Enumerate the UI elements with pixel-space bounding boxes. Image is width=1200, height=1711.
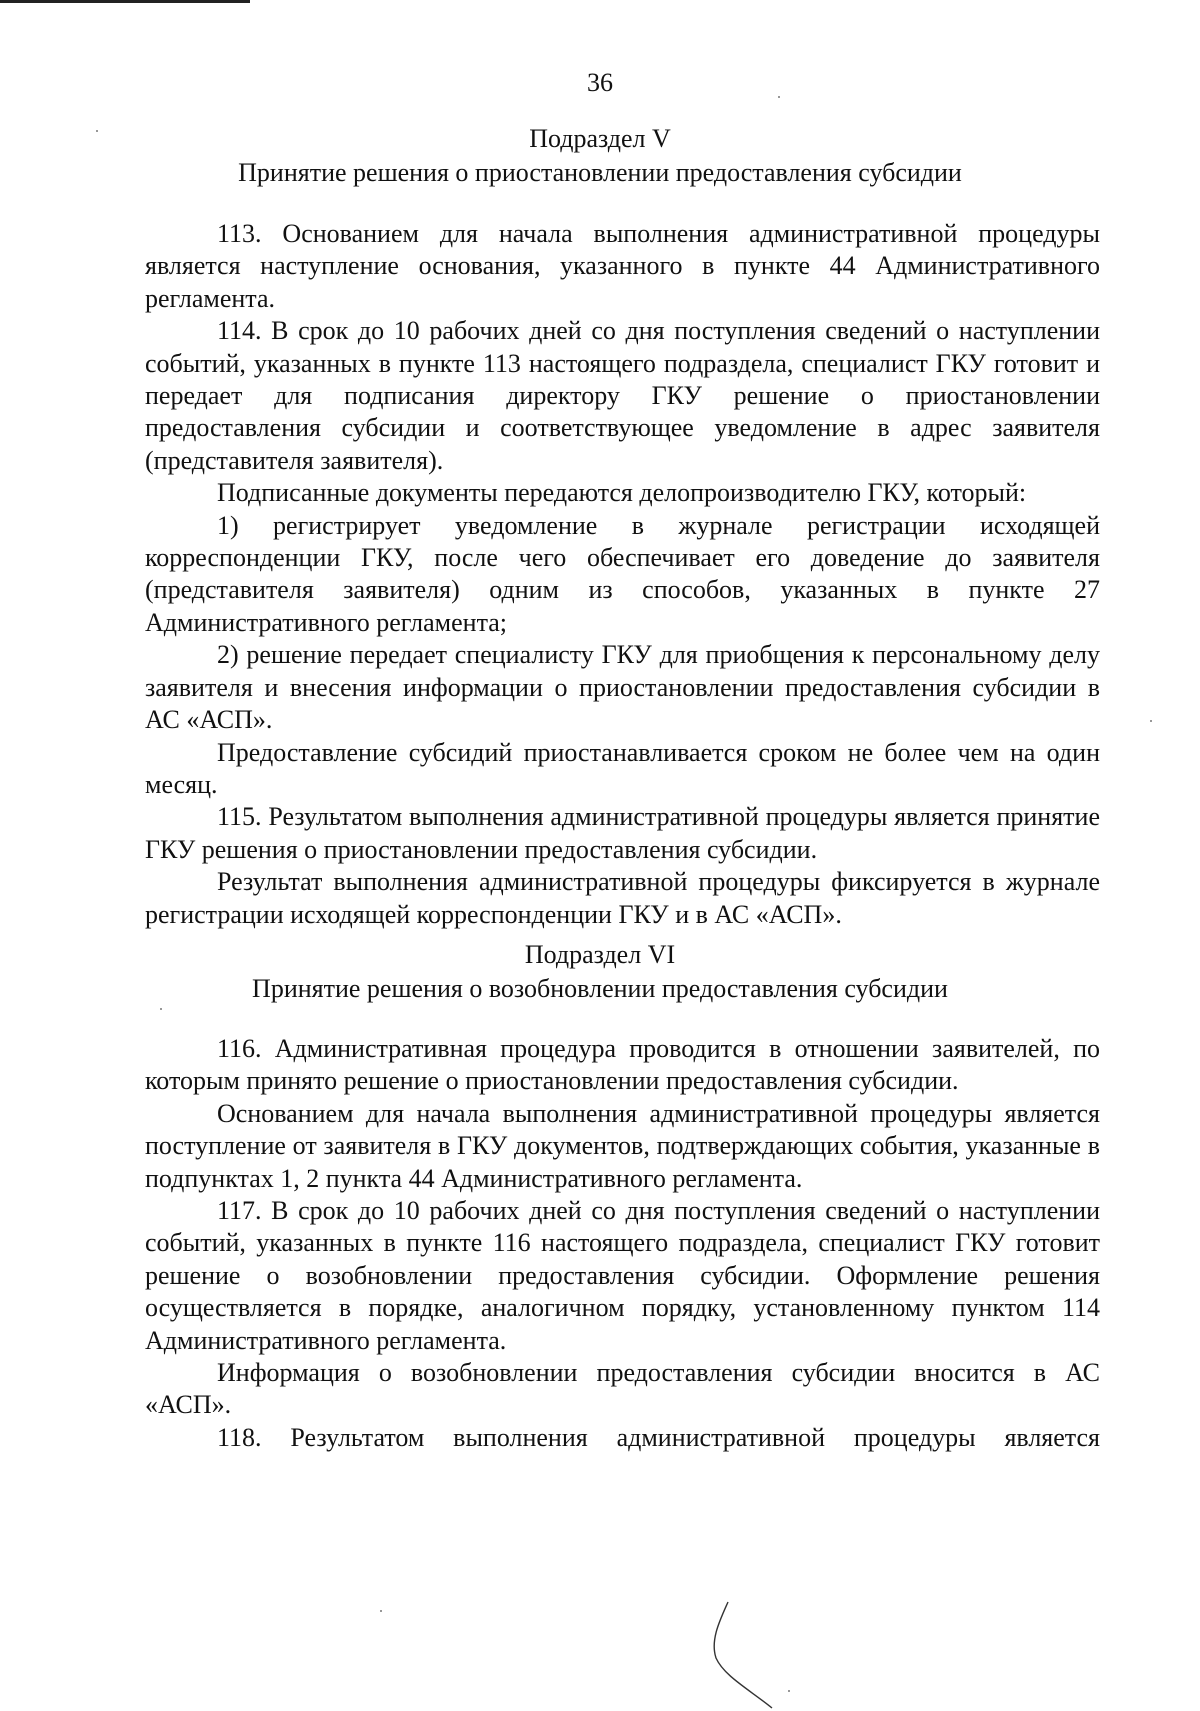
paragraph-signed-documents: Подписанные документы передаются делопроизводителю ГКУ, который: bbox=[217, 478, 1027, 508]
scan-speck bbox=[778, 96, 780, 98]
scan-speck bbox=[1150, 720, 1152, 722]
paragraph-116: 116. Административная процедура проводится в отношении заявителей, по которым принято решение о приостановлении предоставления субсидии. bbox=[145, 1034, 1100, 1096]
paragraph-115: 115. Результатом выполнения административной процедуры является принятие ГКУ решения о приостановлении предоставления субсидии. bbox=[145, 802, 1100, 864]
scan-speck bbox=[160, 1008, 162, 1010]
paragraph-113: 113. Основанием для начала выполнения административной процедуры является наступление основания, указанного в пункте 44 Административного регламента. bbox=[145, 219, 1100, 313]
subsection-5-title: Подраздел V bbox=[529, 124, 671, 153]
paragraph-resumption-info: Информация о возобновлении предоставления субсидии вносится в АС «АСП». bbox=[145, 1358, 1100, 1420]
handwritten-mark bbox=[690, 1600, 810, 1711]
list-item-2: 2) решение передает специалисту ГКУ для приобщения к персональному делу заявителя и внесения информации о приостановлении предоставления субсидии в АС «АСП». bbox=[145, 640, 1100, 735]
paragraph-basis: Основанием для начала выполнения административной процедуры является поступление от заявителя в ГКУ документов, подтверждающих события, указанные в подпунктах 1, 2 пункта 44 Административного регламента. bbox=[145, 1098, 1100, 1193]
scan-speck bbox=[380, 1610, 382, 1612]
paragraph-114: 114. В срок до 10 рабочих дней со дня поступления сведений о наступлении событий, указанных в пункте 113 настоящего подраздела, специалист ГКУ готовит и передает для подписания директору ГКУ решение о приостановлении предоставления субсидии и соответствующее уведомление в адрес заявителя (представителя заявителя). bbox=[145, 316, 1100, 475]
subsection-6-body bbox=[145, 1033, 1100, 1454]
paragraph-result-recorded: Результат выполнения административной процедуры фиксируется в журнале регистрации исходящей корреспонденции ГКУ и в АС «АСП». bbox=[145, 867, 1100, 929]
subsection-5-body bbox=[145, 218, 1100, 931]
paragraph-suspension-term: Предоставление субсидий приостанавливается сроком не более чем на один месяц. bbox=[145, 737, 1100, 799]
paragraph-118: 118. Результатом выполнения административной процедуры является bbox=[217, 1422, 1100, 1452]
scan-speck bbox=[788, 1690, 790, 1692]
scan-edge-line bbox=[0, 0, 250, 3]
page-number: 36 bbox=[587, 68, 613, 97]
subsection-5-subtitle: Принятие решения о приостановлении предоставления субсидии bbox=[238, 158, 962, 187]
subsection-6-title: Подраздел VI bbox=[524, 940, 676, 969]
subsection-6-subtitle: Принятие решения о возобновлении предоставления субсидии bbox=[252, 974, 948, 1003]
scan-speck bbox=[96, 130, 98, 132]
list-item-1: 1) регистрирует уведомление в журнале регистрации исходящей корреспонденции ГКУ, после чего обеспечивает его доведение до заявителя (представителя заявителя) одним из способов, указанных в пункте 27 Административного регламента; bbox=[145, 510, 1100, 637]
paragraph-117: 117. В срок до 10 рабочих дней со дня поступления сведений о наступлении событий, указанных в пункте 116 настоящего подраздела, специалист ГКУ готовит решение о возобновлении предоставления субсидии. Оформление решения осуществляется в порядке, аналогичном порядку, установленному пунктом 114 Административного регламента. bbox=[145, 1196, 1100, 1355]
